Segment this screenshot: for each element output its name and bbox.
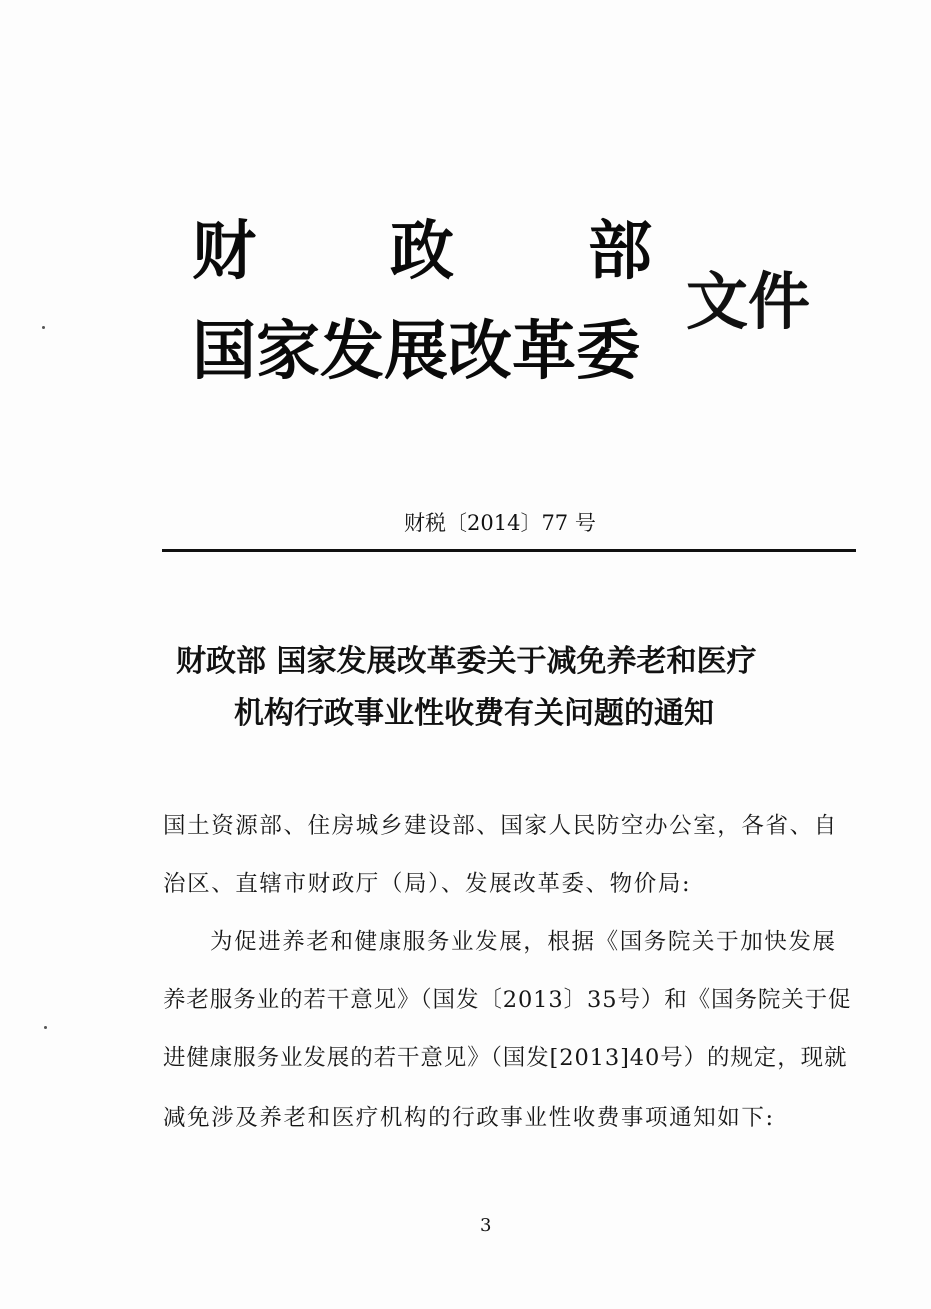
- document-type-label: 文件: [686, 265, 811, 338]
- scan-speck: [42, 326, 45, 329]
- body-text-line: 减免涉及养老和医疗机构的行政事业性收费事项通知如下:: [163, 1105, 775, 1131]
- document-number: 财税〔2014〕77 号: [404, 511, 596, 535]
- document-title-line-1: 财政部 国家发展改革委关于减免养老和医疗: [176, 644, 757, 679]
- issuer-char: 财: [192, 215, 256, 289]
- body-text-line: 进健康服务业发展的若干意见》（国发[2013]40号）的规定，现就: [163, 1045, 848, 1071]
- scan-speck: [44, 1026, 47, 1029]
- body-text-line: 国土资源部、住房城乡建设部、国家人民防空办公室，各省、自: [163, 813, 838, 839]
- issuer-ndrc: 国家发展改革委: [192, 315, 640, 389]
- body-text-line: 治区、直辖市财政厅（局）、发展改革委、物价局:: [163, 871, 692, 897]
- issuer-char: 部: [588, 215, 652, 289]
- page-number: 3: [480, 1215, 492, 1236]
- body-text-line: 为促进养老和健康服务业发展，根据《国务院关于加快发展: [210, 929, 837, 955]
- issuer-char: 政: [390, 215, 454, 289]
- document-title-line-2: 机构行政事业性收费有关问题的通知: [234, 696, 714, 731]
- issuer-ministry-of-finance: [192, 212, 652, 292]
- body-text-line: 养老服务业的若干意见》（国发〔2013〕35号）和《国务院关于促: [163, 987, 852, 1013]
- header-divider: [162, 549, 856, 552]
